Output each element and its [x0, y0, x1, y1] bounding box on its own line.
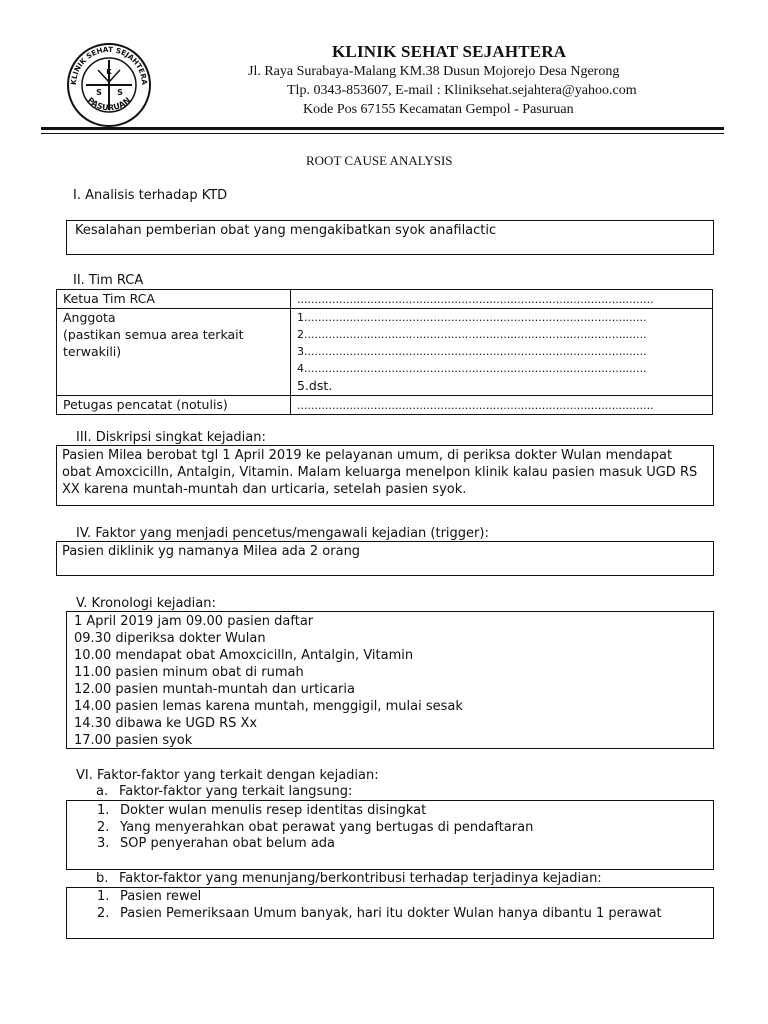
- section-6-heading: VI. Faktor-faktor yang terkait dengan kejadian:: [76, 768, 379, 783]
- 6a-item-1-text: Dokter wulan menulis resep identitas disingkat: [120, 803, 427, 818]
- ketua-value: [291, 290, 713, 309]
- section-2-heading: II. Tim RCA: [73, 273, 144, 288]
- 6a-item-2-text: Yang menyerahkan obat perawat yang bertugas di pendaftaran: [120, 820, 534, 835]
- kronologi-line-7: 14.30 dibawa ke UGD RS Xx: [74, 716, 258, 731]
- address-line-2: Tlp. 0343-853607, E-mail : Kliniksehat.sejahtera@yahoo.com: [287, 83, 637, 98]
- section-6b-box: [66, 887, 714, 939]
- logo-letter-k: K: [106, 68, 112, 76]
- section-5-box: [66, 611, 714, 749]
- notulis-value: [291, 396, 713, 415]
- section-3-box: [56, 445, 714, 506]
- 6a-item-1-num: 1.: [97, 803, 110, 818]
- logo-letter-s1: S: [96, 88, 102, 97]
- anggota-1: 1..................................................................................................: [297, 311, 647, 324]
- kronologi-line-4: 11.00 pasien minum obat di rumah: [74, 665, 304, 680]
- logo-top-text: KLINIK SEHAT SEJAHTERA: [68, 44, 150, 86]
- ketua-dots: ......................................................................................................: [297, 293, 654, 306]
- 6a-item-3-text: SOP penyerahan obat belum ada: [120, 836, 336, 851]
- anggota-5: 5.dst.: [297, 378, 333, 393]
- kronologi-line-5: 12.00 pasien muntah-muntah dan urticaria: [74, 682, 355, 697]
- section-4-heading: IV. Faktor yang menjadi pencetus/mengawali kejadian (trigger):: [76, 526, 489, 541]
- logo-bottom-text: PASURUAN: [85, 95, 133, 113]
- section-4-box: [56, 541, 714, 576]
- kronologi-line-6: 14.00 pasien lemas karena muntah, menggigil, mulai sesak: [74, 699, 463, 714]
- section-3-heading: III. Diskripsi singkat kejadian:: [76, 430, 266, 445]
- 6b-item-2-num: 2.: [97, 906, 110, 921]
- 6a-item-3-num: 3.: [97, 836, 110, 851]
- kronologi-line-3: 10.00 mendapat obat Amoxcicilln, Antalgin, Vitamin: [74, 648, 414, 663]
- section-1-content: Kesalahan pemberian obat yang mengakibatkan syok anafilactic: [75, 223, 497, 238]
- address-line-1: Jl. Raya Surabaya-Malang KM.38 Dusun Mojorejo Desa Ngerong: [248, 64, 620, 79]
- kronologi-line-1: 1 April 2019 jam 09.00 pasien daftar: [74, 614, 314, 629]
- kronologi-line-8: 17.00 pasien syok: [74, 733, 193, 748]
- section-1-heading: I. Analisis terhadap KTD: [73, 188, 228, 203]
- 6b-item-1-num: 1.: [97, 889, 110, 904]
- logo-letter-s2: S: [117, 88, 123, 97]
- section-3-line-3: XX karena muntah-muntah dan urticaria, setelah pasien syok.: [62, 482, 467, 497]
- clinic-name: KLINIK SEHAT SEJAHTERA: [332, 42, 567, 61]
- section-4-content: Pasien diklinik yg namanya Milea ada 2 orang: [62, 544, 361, 559]
- address-line-3: Kode Pos 67155 Kecamatan Gempol - Pasuruan: [303, 102, 574, 117]
- section-6a-heading: Faktor-faktor yang terkait langsung:: [119, 784, 353, 799]
- clinic-logo: [66, 42, 152, 128]
- anggota-note-1: (pastikan semua area terkait: [63, 327, 244, 342]
- header-rule-thick: [41, 127, 724, 130]
- ketua-label: Ketua Tim RCA: [57, 290, 291, 309]
- section-6b-marker: b.: [96, 871, 109, 886]
- anggota-label-cell: [57, 309, 291, 396]
- header-rule-thin: [41, 133, 724, 134]
- kronologi-line-2: 09.30 diperiksa dokter Wulan: [74, 631, 266, 646]
- section-3-line-2: obat Amoxcicilln, Antalgin, Vitamin. Malam keluarga menelpon klinik kalau pasien masuk UGD RS: [62, 465, 698, 480]
- section-5-heading: V. Kronologi kejadian:: [76, 596, 216, 611]
- section-1-box: [66, 220, 714, 255]
- 6b-item-1-text: Pasien rewel: [120, 889, 202, 904]
- section-6b-heading: Faktor-faktor yang menunjang/berkontribusi terhadap terjadinya kejadian:: [119, 871, 602, 886]
- section-6a-marker: a.: [96, 784, 109, 799]
- rca-team-table: [56, 289, 713, 415]
- section-6a-box: [66, 800, 714, 870]
- document-title: ROOT CAUSE ANALYSIS: [306, 153, 453, 168]
- table-row: [57, 290, 713, 309]
- notulis-dots: ......................................................................................................: [297, 399, 654, 412]
- anggota-label: Anggota: [63, 310, 116, 325]
- notulis-label: Petugas pencatat (notulis): [57, 396, 291, 415]
- anggota-values-cell: [291, 309, 713, 396]
- 6a-item-2-num: 2.: [97, 820, 110, 835]
- table-row: [57, 396, 713, 415]
- table-row: [57, 309, 713, 396]
- anggota-3: 3..................................................................................................: [297, 345, 647, 358]
- anggota-4: 4..................................................................................................: [297, 362, 647, 375]
- section-3-line-1: Pasien Milea berobat tgl 1 April 2019 ke pelayanan umum, di periksa dokter Wulan mendapat: [62, 448, 673, 463]
- 6b-item-2-text: Pasien Pemeriksaan Umum banyak, hari itu dokter Wulan hanya dibantu 1 perawat: [120, 906, 662, 921]
- anggota-note-2: terwakili): [63, 344, 122, 359]
- anggota-2: 2..................................................................................................: [297, 328, 647, 341]
